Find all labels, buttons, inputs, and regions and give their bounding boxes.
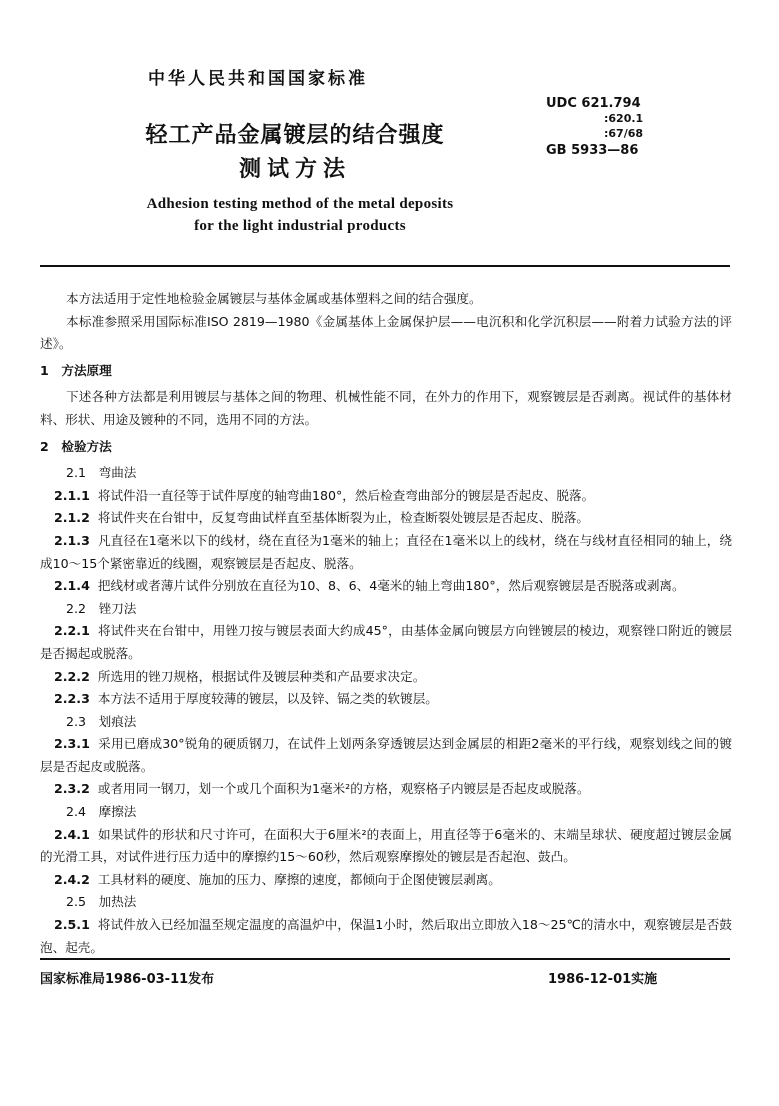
clause-2-2-3 [40, 688, 732, 711]
clause-text: 或者用同一钢刀，划一个或几个面积为1毫米²的方格，观察格子内镀层是否起皮或脱落。 [97, 781, 590, 797]
section-2-5-heading: 2.5 加热法 [66, 894, 137, 910]
clause-2-3-2 [40, 778, 732, 801]
title-en-line1: Adhesion testing method of the metal deposits [146, 196, 454, 212]
clause-text: 将试件沿一直径等于试件厚度的轴弯曲180°，然后检查弯曲部分的镀层是否起皮、脱落。 [97, 487, 595, 503]
clause-2-4-1 [40, 824, 732, 869]
clause-number: 2.4.2 [54, 871, 90, 887]
clause-text: 把线材或者薄片试件分别放在直径为10、8、6、4毫米的轴上弯曲180°，然后观察镀层是否脱落或剥离。 [97, 578, 685, 594]
section-2-1-heading: 2.1 弯曲法 [66, 465, 137, 481]
udc-block [546, 96, 726, 158]
title-en-line2: for the light industrial products [194, 218, 406, 234]
clause-2-1-3 [40, 530, 732, 575]
udc-code-2: :620.1 [604, 112, 644, 125]
clause-text: 所选用的锉刀规格，根据试件及镀层种类和产品要求决定。 [97, 668, 426, 684]
udc-code-3: :67/68 [604, 127, 644, 140]
clause-number: 2.3.2 [54, 781, 90, 797]
bottom-divider [40, 958, 730, 960]
title-cn-line2: 测试方法 [238, 157, 351, 182]
clause-number: 2.2.3 [54, 691, 90, 707]
clause-2-1-4 [40, 575, 732, 598]
clause-number: 2.2.2 [54, 668, 90, 684]
clause-number: 2.4.1 [54, 826, 90, 842]
clause-2-5-1 [40, 914, 732, 959]
clause-text: 将试件夹在台钳中，反复弯曲试样直至基体断裂为止，检查断裂处镀层是否起皮、脱落。 [97, 510, 590, 526]
clause-number: 2.1.2 [54, 510, 90, 526]
clause-number: 2.3.1 [54, 736, 90, 752]
section-2-4-heading: 2.4 摩擦法 [66, 804, 137, 820]
section-2-3-heading: 2.3 划痕法 [66, 713, 137, 729]
gb-number: GB 5933—86 [546, 143, 639, 158]
body-text [40, 288, 732, 959]
clause-text: 将试件放入已经加温至规定温度的高温炉中，保温1小时，然后取出立即放入18～25℃的清水中，观察镀层是否鼓泡、起壳。 [40, 917, 732, 955]
clause-text: 将试件夹在台钳中，用锉刀按与镀层表面大约成45°，由基体金属向镀层方向锉镀层的棱边，观察锉口附近的镀层是否揭起或脱落。 [40, 623, 732, 661]
title-cn-line1: 轻工产品金属镀层的结合强度 [145, 123, 445, 148]
clause-2-3-1 [40, 733, 732, 778]
clause-2-1-1 [40, 485, 732, 508]
intro-paragraph-1: 本方法适用于定性地检验金属镀层与基体金属或基体塑料之间的结合强度。 [66, 291, 482, 306]
clause-number: 2.1.3 [54, 532, 90, 548]
section-2-2-heading: 2.2 锉刀法 [66, 600, 137, 616]
clause-text: 本方法不适用于厚度较薄的镀层，以及锌、镉之类的软镀层。 [97, 691, 438, 707]
clause-2-2-2 [40, 666, 732, 689]
clause-2-2-1 [40, 620, 732, 665]
clause-text: 工具材料的硬度、施加的压力、摩擦的速度，都倾向于企图使镀层剥离。 [97, 871, 501, 887]
effective-date: 1986-12-01实施 [548, 972, 658, 987]
section-2-heading: 2 检验方法 [40, 438, 112, 454]
udc-code: UDC 621.794 [546, 96, 641, 111]
national-standard-heading: 中华人民共和国国家标准 [148, 69, 368, 89]
clause-number: 2.5.1 [54, 917, 90, 933]
clause-number: 2.1.1 [54, 487, 90, 503]
clause-2-4-2 [40, 869, 732, 892]
clause-2-1-2 [40, 507, 732, 530]
section-1-text: 下述各种方法都是利用镀层与基体之间的物理、机械性能不同，在外力的作用下，观察镀层是否剥离。视试件的基体材料、形状、用途及镀种的不同，选用不同的方法。 [40, 389, 732, 427]
clause-number: 2.1.4 [54, 578, 90, 594]
clause-number: 2.2.1 [54, 623, 90, 639]
issue-date: 国家标准局1986-03-11发布 [40, 972, 215, 987]
section-1-heading: 1 方法原理 [40, 362, 112, 378]
clause-text: 如果试件的形状和尺寸许可，在面积大于6厘米²的表面上，用直径等于6毫米的、末端呈球状、硬度超过镀层金属的光滑工具，对试件进行压力适中的摩擦约15～60秒，然后观察摩擦处的镀层是否起泡、鼓凸。 [40, 826, 732, 865]
top-divider [40, 265, 730, 267]
intro-paragraph-2: 本标准参照采用国际标准ISO 2819—1980《金属基体上金属保护层——电沉积和化学沉积层——附着力试验方法的评述》。 [40, 313, 732, 352]
clause-text: 凡直径在1毫米以下的线材，绕在直径为1毫米的轴上；直径在1毫米以上的线材，绕在与线材直径相同的轴上，绕成10～15个紧密靠近的线圈，观察镀层是否起皮、脱落。 [40, 532, 732, 571]
clause-text: 采用已磨成30°锐角的硬质钢刀，在试件上划两条穿透镀层达到金属层的相距2毫米的平行线，观察划线之间的镀层是否起皮或脱落。 [40, 736, 732, 774]
